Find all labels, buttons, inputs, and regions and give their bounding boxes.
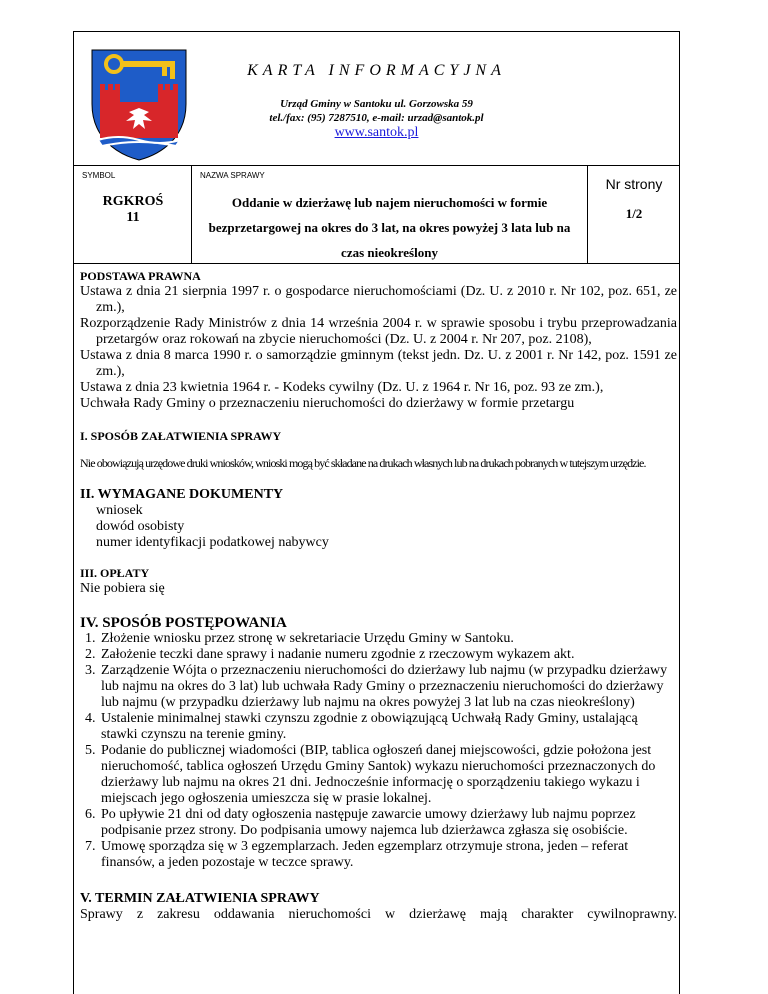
frame-right-border	[679, 264, 680, 994]
section-3-text: Nie pobiera się	[80, 581, 165, 596]
section-1-text: Nie obowiązują urzędowe druki wniosków, wnioski mogą być składane na drukach własnych lub na drukach pobranych w tutejszym urzędzie.	[80, 456, 646, 470]
page-number-label: Nr strony	[605, 176, 663, 192]
frame-left-border	[73, 264, 74, 994]
legal-basis-heading: PODSTAWA PRAWNA	[80, 269, 201, 283]
procedure-step: 4. Ustalenie minimalnej stawki czynszu zgodnie z obowiązującą Uchwałą Rady Gminy, ustalającą stawki czynszu na terenie gminy.	[99, 711, 677, 743]
required-document: wniosek	[96, 503, 143, 518]
section-1-heading: I. SPOSÓB ZAŁATWIENIA SPRAWY	[80, 429, 282, 443]
procedure-step: 5. Podanie do publicznej wiadomości (BIP, tablica ogłoszeń danej miejscowości, gdzie położona jest nieruchomość, tablica ogłoszeń Urzędu Gminy Santok) wykazu nieruchomości przeznaczonych do dzierżawy lub najmu na okres 21 dni. Jednocześnie informację o sporządzeniu takiego wykazu i miejscach jego ogłoszenia umieszcza się w prasie lokalnej.	[99, 743, 677, 807]
case-name-label: NAZWA SPRAWY	[200, 171, 265, 180]
page-number-value: 1/2	[625, 206, 643, 221]
section-3-heading: III. OPŁATY	[80, 566, 150, 580]
procedure-step: 1. Złożenie wniosku przez stronę w sekretariacie Urzędu Gminy w Santoku.	[99, 631, 677, 647]
required-document: numer identyfikacji podatkowej nabywcy	[96, 535, 329, 550]
procedure-step: 3. Zarządzenie Wójta o przeznaczeniu nieruchomości do dzierżawy lub najmu (w przypadku dzierżawy lub najmu na okres do 3 lat) lub uchwała Rady Gminy o przeznaczeniu nieruchomości do dzierżawy lub najmu (w przypadku dzierżawy lub najmu na okres powyżej 3 lat lub na czas nieokreślony)	[99, 663, 677, 711]
document-title: KARTA INFORMACYJNA	[247, 62, 506, 79]
office-address: Urząd Gminy w Santoku ul. Gorzowska 59	[280, 98, 473, 110]
required-document: dowód osobisty	[96, 519, 185, 534]
section-5-heading: V. TERMIN ZAŁATWIENIA SPRAWY	[80, 891, 320, 906]
case-name-cell	[192, 166, 588, 264]
symbol-value: RGKROŚ 11	[102, 194, 164, 225]
procedure-list	[80, 631, 677, 871]
header-info-row	[74, 166, 679, 264]
header-table	[73, 31, 680, 264]
legal-basis-item: Ustawa z dnia 8 marca 1990 r. o samorządzie gminnym (tekst jedn. Dz. U. z 2001 r. Nr 142, poz. 1591 ze zm.),	[80, 348, 677, 379]
website-link[interactable]: www.santok.pl	[334, 125, 419, 140]
symbol-label: SYMBOL	[82, 171, 116, 180]
section-5-text: Sprawy z zakresu oddawania nieruchomości w dzierżawę mają charakter cywilnoprawny.	[80, 907, 677, 922]
office-contact: tel./fax: (95) 7287510, e-mail: urzad@santok.pl	[269, 112, 484, 124]
legal-basis-item: Ustawa z dnia 21 sierpnia 1997 r. o gospodarce nieruchomościami (Dz. U. z 2010 r. Nr 102, poz. 651, ze zm.),	[80, 284, 677, 315]
procedure-step: 7. Umowę sporządza się w 3 egzemplarzach. Jeden egzemplarz otrzymuje strona, jeden – referat finansów, a jeden pozostaje w teczce sprawy.	[99, 839, 677, 871]
section-2-heading: II. WYMAGANE DOKUMENTY	[80, 487, 284, 502]
document-body	[80, 268, 677, 923]
procedure-step: 6. Po upływie 21 dni od daty ogłoszenia następuje zawarcie umowy dzierżawy lub najmu poprzez podpisanie przez strony. Do podpisania umowy najemca lub dzierżawca zgłasza się osobiście.	[99, 807, 677, 839]
section-4-heading: IV. SPOSÓB POSTĘPOWANIA	[80, 615, 287, 631]
legal-basis-item: Ustawa z dnia 23 kwietnia 1964 r. - Kodeks cywilny (Dz. U. z 1964 r. Nr 16, poz. 93 ze zm.),	[80, 380, 604, 395]
legal-basis-item: Uchwała Rady Gminy o przeznaczeniu nieruchomości do dzierżawy w formie przetargu	[80, 396, 575, 411]
header-top	[74, 32, 679, 166]
case-name: Oddanie w dzierżawę lub najem nieruchomości w formie bezprzetargowej na okres do 3 lat, na okres powyżej 3 lata lub na czas nieokreślony	[208, 195, 571, 260]
symbol-cell	[74, 166, 192, 264]
page-number-cell	[588, 166, 680, 264]
procedure-step: 2. Założenie teczki dane sprawy i nadanie numeru zgodnie z rzeczowym wykazem akt.	[99, 647, 677, 663]
legal-basis-item: Rozporządzenie Rady Ministrów z dnia 14 września 2004 r. w sprawie sposobu i trybu przeprowadzania przetargów oraz rokowań na zbycie nieruchomości (Dz. U. z 2004 r. Nr 207, poz. 2108),	[80, 316, 677, 347]
